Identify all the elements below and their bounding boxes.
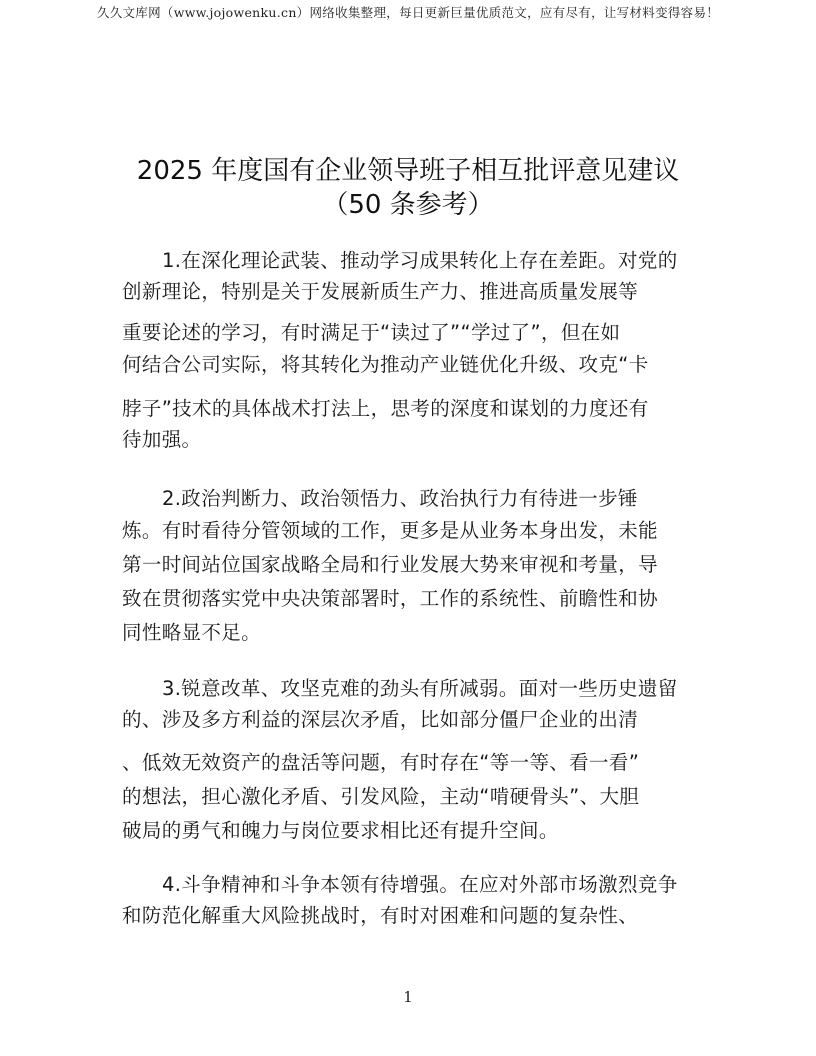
paragraph-2-line: 致在贯彻落实党中央决策部署时，工作的系统性、前瞻性和协: [122, 587, 658, 610]
paragraph-3-line: 、低效无效资产的盘活等问题，有时存在“等一等、看一看”: [122, 751, 640, 774]
document-title: 2025 年度国有企业领导班子相互批评意见建议: [136, 156, 680, 186]
paragraph-2-line: 第一时间站位国家战略全局和行业发展大势来审视和考量，导: [122, 553, 658, 576]
paragraph-2-line: 2.政治判断力、政治领悟力、政治执行力有待进一步锤: [162, 487, 638, 510]
paragraph-1-line: 创新理论，特别是关于发展新质生产力、推进高质量发展等: [122, 280, 639, 303]
document-subtitle: （50 条参考）: [322, 190, 494, 220]
paragraph-2-line: 同性略显不足。: [122, 621, 261, 644]
header-banner: 久久文库网（www.jojowenku.cn）网络收集整理，每日更新巨量优质范文，应有尽有，让写材料变得容易！: [96, 5, 720, 20]
paragraph-1-line: 待加强。: [122, 428, 202, 451]
paragraph-4-line: 4.斗争精神和斗争本领有待增强。在应对外部市场激烈竞争: [162, 873, 678, 896]
paragraph-3-line: 3.锐意改革、攻坚克难的劲头有所减弱。面对一些历史遗留: [162, 677, 678, 700]
paragraph-1-line: 1.在深化理论武装、推动学习成果转化上存在差距。对党的: [162, 249, 678, 272]
paragraph-3-line: 破局的勇气和魄力与岗位要求相比还有提升空间。: [122, 819, 559, 842]
paragraph-2-line: 炼。有时看待分管领域的工作，更多是从业务本身出发，未能: [122, 519, 658, 542]
paragraph-4-line: 和防范化解重大风险挑战时，有时对困难和问题的复杂性、: [122, 904, 639, 927]
paragraph-1-line: 重要论述的学习，有时满足于“读过了”“学过了”，但在如: [122, 321, 621, 344]
paragraph-1-line: 何结合公司实际，将其转化为推动产业链优化升级、攻克“卡: [122, 353, 649, 376]
paragraph-1-line: 脖子”技术的具体战术打法上，思考的深度和谋划的力度还有: [122, 397, 649, 420]
paragraph-3-line: 的想法，担心激化矛盾、引发风险，主动“啃硬骨头”、大胆: [122, 785, 640, 808]
page-number: 1: [403, 988, 413, 1006]
paragraph-3-line: 的、涉及多方利益的深层次矛盾，比如部分僵尸企业的出清: [122, 708, 639, 731]
